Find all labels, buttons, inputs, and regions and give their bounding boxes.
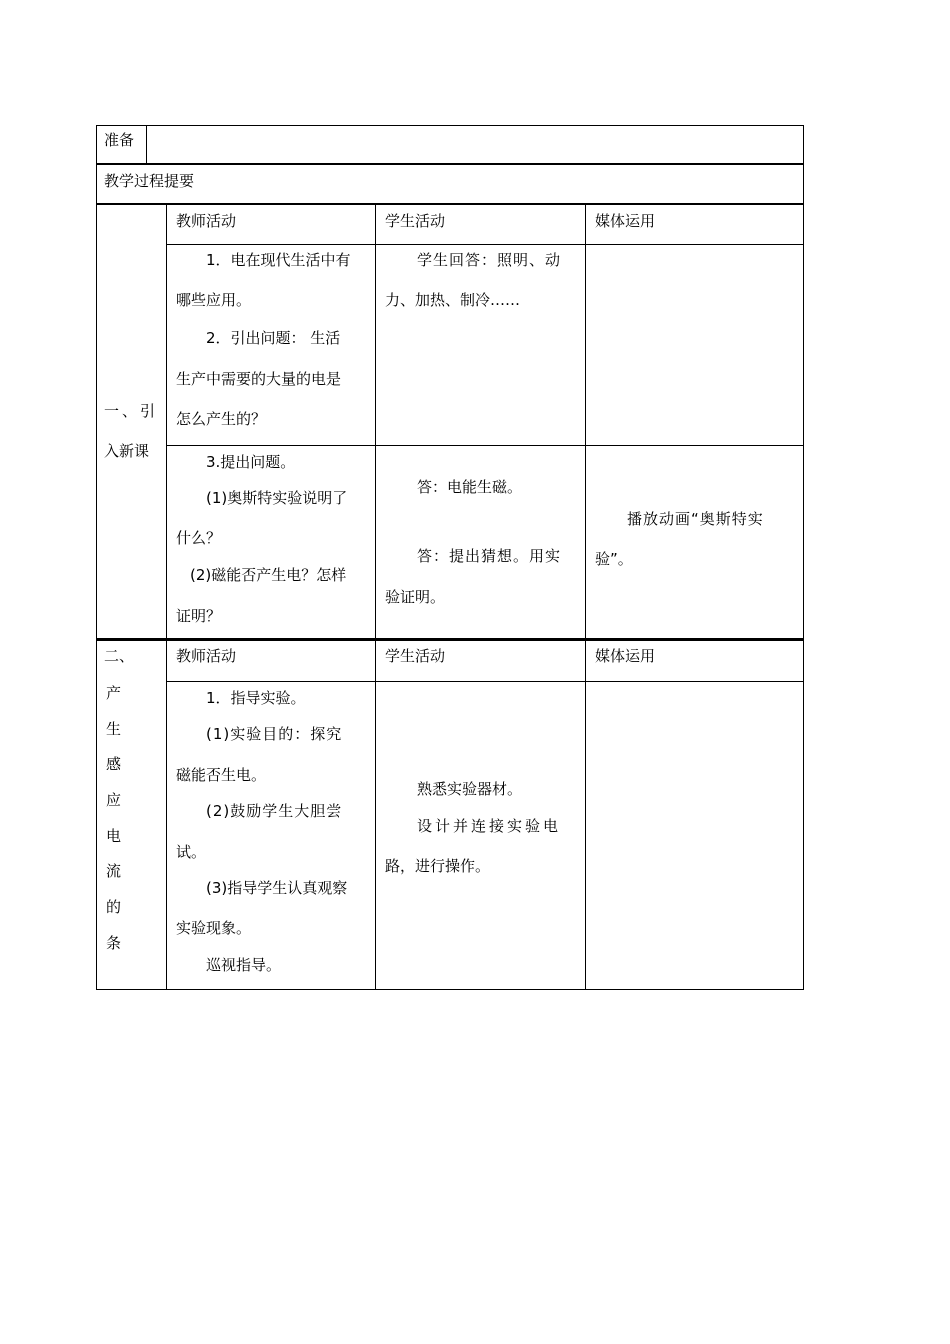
s2-student-line: 路，进行操作。 <box>385 857 491 875</box>
s1r1-teacher-line: 哪些应用。 <box>176 291 252 309</box>
s2-teacher-line: 磁能否生电。 <box>176 766 267 784</box>
section2-teacher-header: 教师活动 <box>176 647 237 665</box>
section2-label-char: 感 <box>106 755 122 773</box>
section1-teacher-header: 教师活动 <box>176 212 237 230</box>
s2-teacher-line: (3)指导学生认真观察 <box>206 879 348 897</box>
s2-teacher-line: 实验现象。 <box>176 919 252 937</box>
section1-student-header: 学生活动 <box>385 212 446 230</box>
s1r1-student-line: 学生回答：照明、动 <box>417 251 562 269</box>
section1-col1 <box>166 204 167 640</box>
s1r1-teacher-line: 2．引出问题： 生活 <box>206 329 341 347</box>
s2-teacher-line: 试。 <box>176 843 207 861</box>
section2-col1 <box>166 640 167 990</box>
section2-col2 <box>375 640 376 990</box>
process-title: 教学过程提要 <box>104 172 195 190</box>
s1r1-student-line: 力、加热、制冷…… <box>385 291 521 309</box>
s1r2-teacher-line: (2)磁能否产生电？怎样 <box>190 566 347 584</box>
s1r2-student-line: 答：提出猜想。用实 <box>417 547 562 565</box>
s1r2-media-line: 播放动画“奥斯特实 <box>627 510 764 528</box>
prep-label: 准备 <box>104 131 135 149</box>
s1r1-teacher-line: 1．电在现代生活中有 <box>206 251 351 269</box>
section2-header-rule <box>166 681 804 682</box>
s1r2-student-line: 答：电能生磁。 <box>417 478 523 496</box>
section1-label-line1: 一、引 <box>104 402 159 420</box>
section2-label-char: 电 <box>106 827 122 845</box>
section2-label-char: 条 <box>106 934 122 952</box>
section1-label-line2: 入新课 <box>104 442 150 460</box>
process-title-row <box>96 164 804 204</box>
s2-teacher-line: 巡视指导。 <box>206 956 282 974</box>
section-separator <box>96 638 804 639</box>
section2-media-header: 媒体运用 <box>595 647 656 665</box>
section2-label-char: 应 <box>106 791 122 809</box>
section2-label-char: 产 <box>106 684 122 702</box>
s2-teacher-line: 1．指导实验。 <box>206 689 306 707</box>
s2-teacher-line: (2)鼓励学生大胆尝 <box>206 802 343 820</box>
section1-row-rule <box>166 445 804 446</box>
s1r2-teacher-line: 证明？ <box>176 607 222 625</box>
s1r2-teacher-line: (1)奥斯特实验说明了 <box>206 489 348 507</box>
s1r2-teacher-line: 什么？ <box>176 529 222 547</box>
s2-student-line: 设计并连接实验电 <box>417 817 562 835</box>
section2-label-char: 生 <box>106 720 122 738</box>
s1r2-student-line: 验证明。 <box>385 588 446 606</box>
section2-label-char: 的 <box>106 898 122 916</box>
s1r2-teacher-line: 3.提出问题。 <box>206 453 296 471</box>
section1-col3 <box>585 204 586 640</box>
s1r1-teacher-line: 生产中需要的大量的电是 <box>176 370 342 388</box>
section2-col3 <box>585 640 586 990</box>
section2-student-header: 学生活动 <box>385 647 446 665</box>
section1-header-rule <box>166 244 804 245</box>
section1-media-header: 媒体运用 <box>595 212 656 230</box>
section1-col2 <box>375 204 376 640</box>
prep-divider <box>146 125 147 164</box>
s1r1-teacher-line: 怎么产生的？ <box>176 410 267 428</box>
s2-teacher-line: (1)实验目的：探究 <box>206 725 343 743</box>
section2-label-char: 二、 <box>104 647 135 665</box>
s1r2-media-line: 验”。 <box>595 550 633 568</box>
section2-label-char: 流 <box>106 862 122 880</box>
s2-student-line: 熟悉实验器材。 <box>417 780 523 798</box>
prep-row <box>96 125 804 164</box>
